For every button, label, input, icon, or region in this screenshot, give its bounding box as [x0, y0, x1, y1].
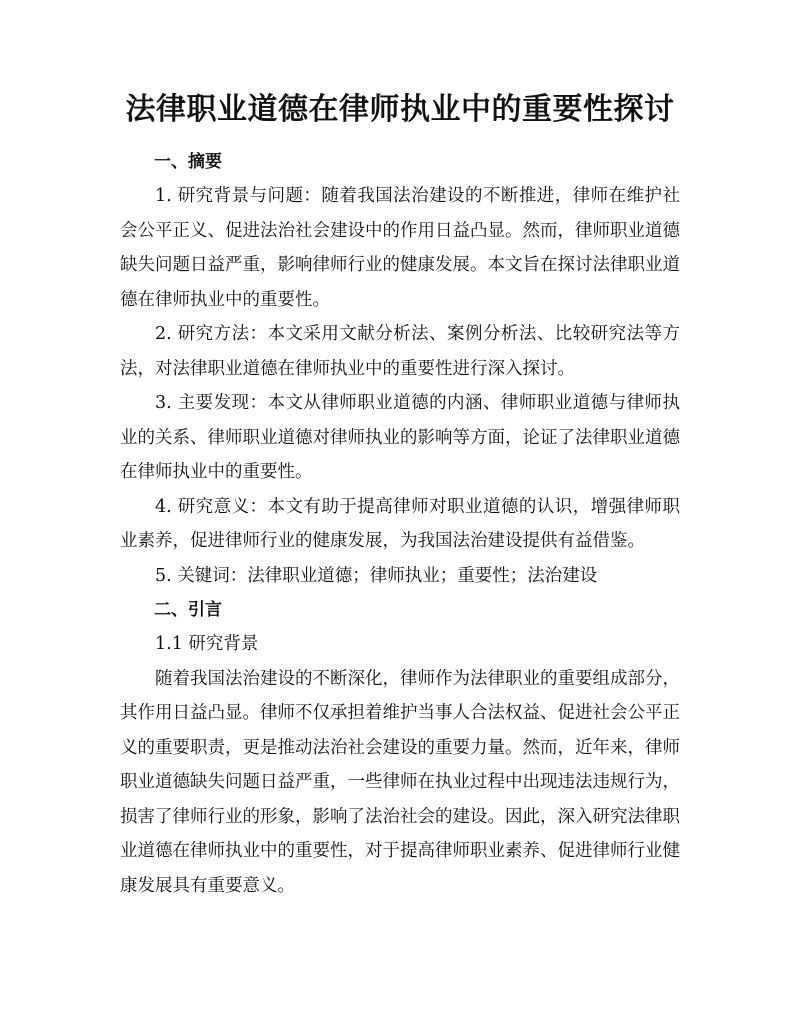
- section-heading-abstract: 一、摘要: [154, 152, 222, 172]
- document-title: 法律职业道德在律师执业中的重要性探讨: [125, 92, 675, 127]
- section-heading-introduction: 二、引言: [154, 600, 222, 620]
- abstract-item-background: 1. 研究背景与问题：随着我国法治建设的不断推进，律师在维护社会公平正义、促进法治社会建设中的作用日益凸显。然而，律师职业道德缺失问题日益严重，影响律师行业的健康发展。本文旨在探讨法律职业道德在律师执业中的重要性。: [120, 186, 680, 310]
- subsection-heading-background: 1.1 研究背景: [155, 634, 259, 654]
- introduction-paragraph: 随着我国法治建设的不断深化，律师作为法律职业的重要组成部分，其作用日益凸显。律师不仅承担着维护当事人合法权益、促进社会公平正义的重要职责，更是推动法治社会建设的重要力量。然而，近年来，律师职业道德缺失问题日益严重，一些律师在执业过程中出现违法违规行为，损害了律师行业的形象，影响了法治社会的建设。因此，深入研究法律职业道德在律师执业中的重要性，对于提高律师职业素养、促进律师行业健康发展具有重要意义。: [120, 668, 680, 896]
- abstract-item-significance: 4. 研究意义：本文有助于提高律师对职业道德的认识，增强律师职业素养，促进律师行业的健康发展，为我国法治建设提供有益借鉴。: [120, 496, 680, 551]
- abstract-item-methods: 2. 研究方法：本文采用文献分析法、案例分析法、比较研究法等方法，对法律职业道德在律师执业中的重要性进行深入探讨。: [120, 324, 680, 379]
- abstract-item-findings: 3. 主要发现：本文从律师职业道德的内涵、律师职业道德与律师执业的关系、律师职业道德对律师执业的影响等方面，论证了法律职业道德在律师执业中的重要性。: [120, 393, 680, 482]
- abstract-item-keywords: 5. 关键词：法律职业道德；律师执业；重要性；法治建设: [155, 565, 598, 586]
- document-body: [120, 145, 680, 903]
